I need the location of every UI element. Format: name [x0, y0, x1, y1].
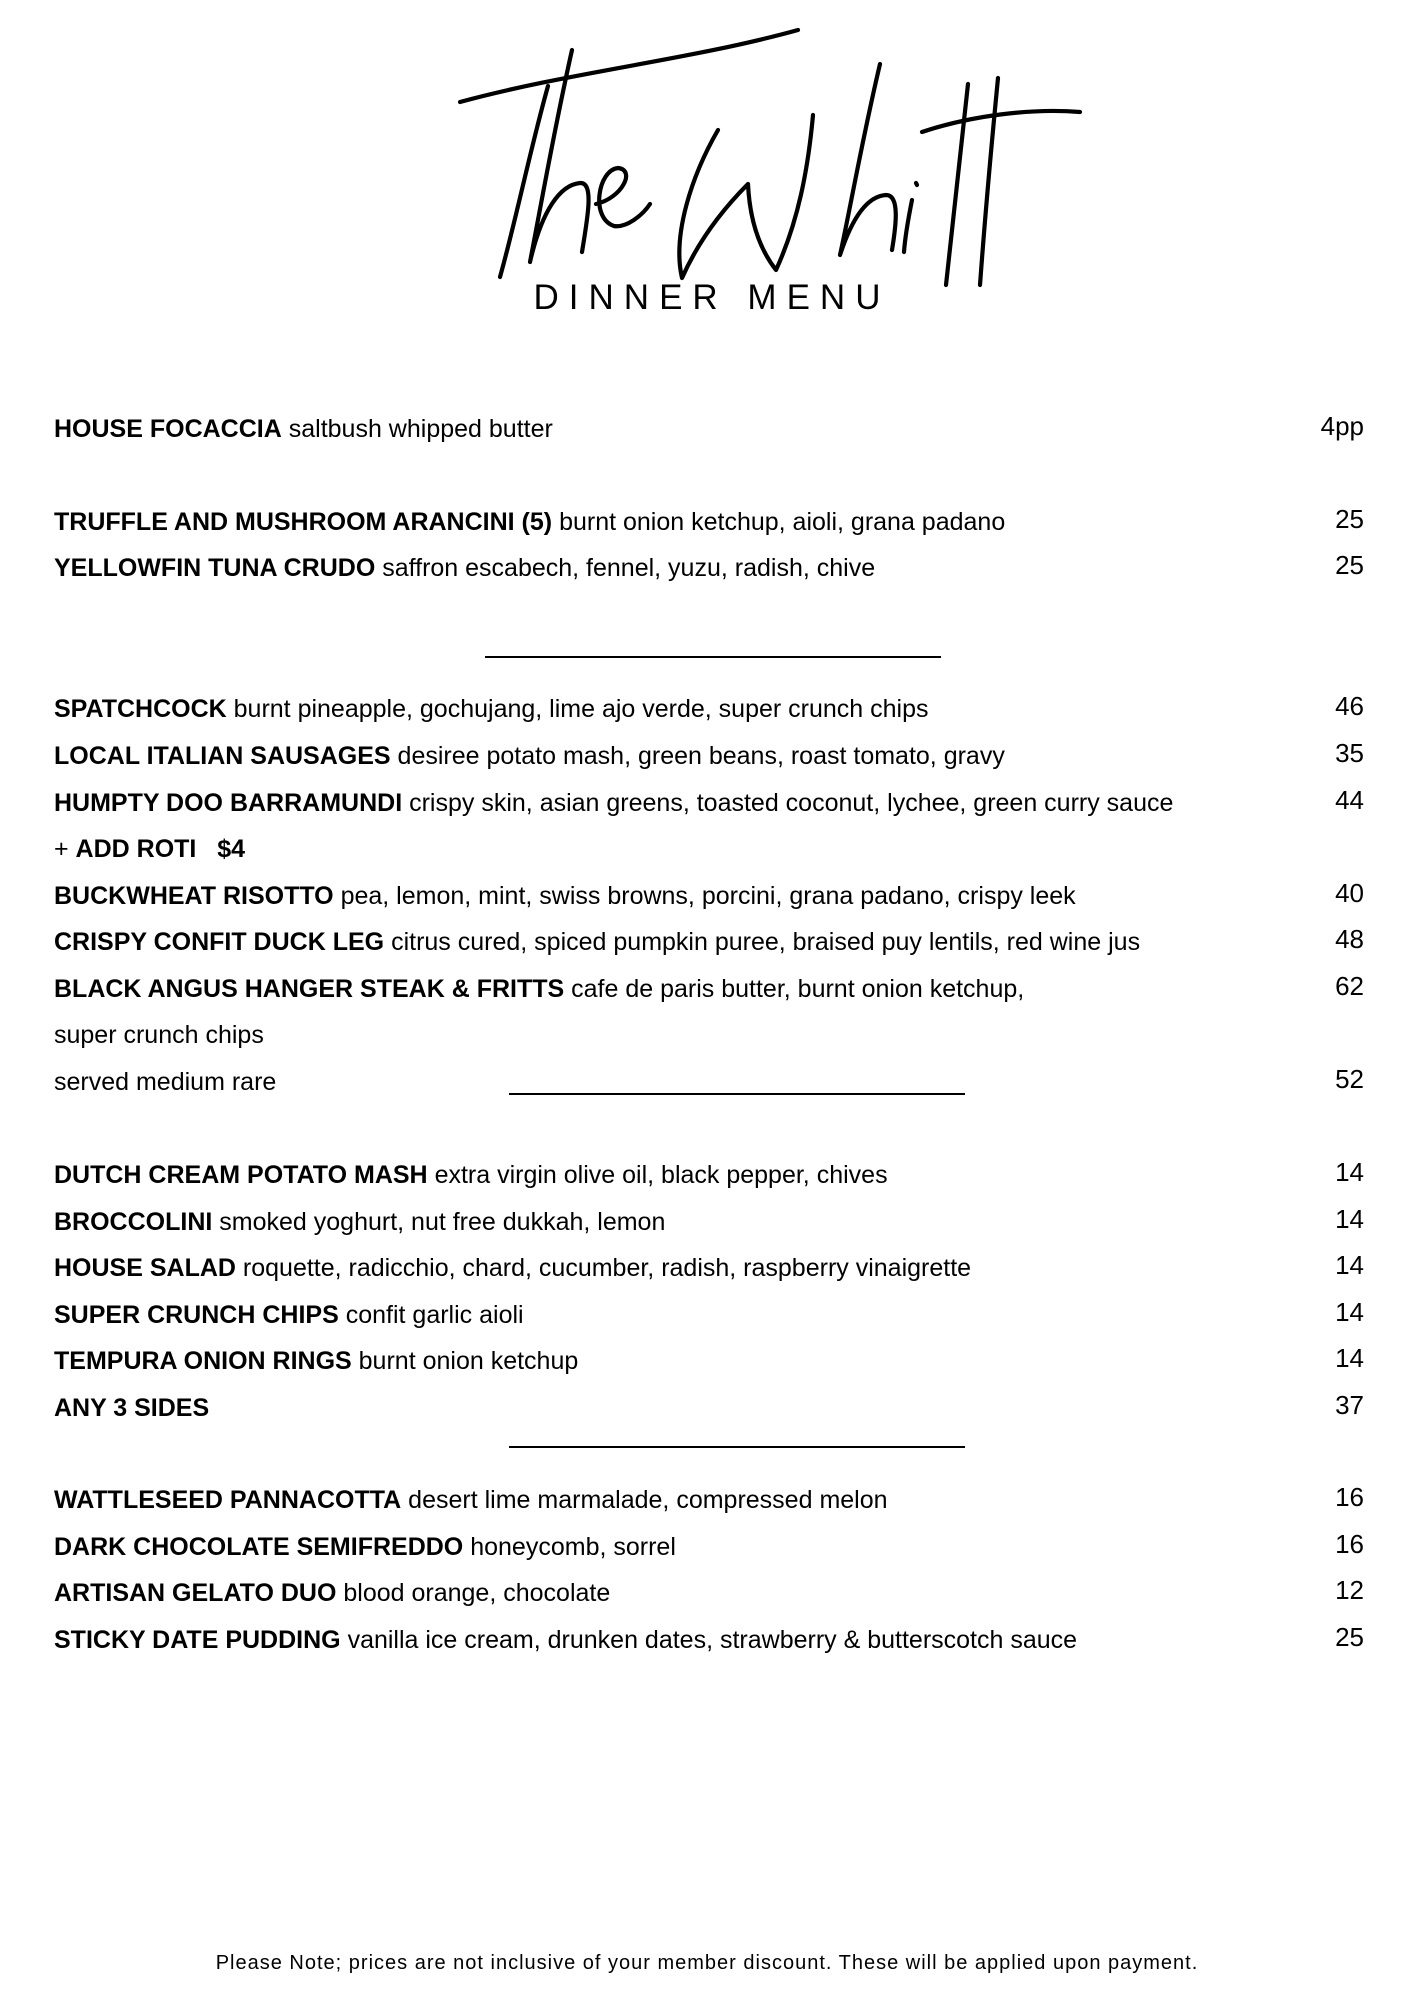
item-description: cafe de paris butter, burnt onion ketchup, — [571, 975, 1025, 1003]
item-price: 14 — [1335, 1297, 1364, 1327]
item-name: ARTISAN GELATO DUO — [54, 1579, 337, 1607]
item-description: burnt onion ketchup — [358, 1347, 579, 1375]
item-description: citrus cured, spiced pumpkin puree, braised puy lentils, red wine jus — [391, 928, 1141, 956]
addon-price: $4 — [217, 835, 246, 863]
item-name: YELLOWFIN TUNA CRUDO — [54, 554, 376, 582]
menu-item — [54, 1202, 1364, 1242]
item-price: 35 — [1335, 738, 1364, 768]
item-name: CRISPY CONFIT DUCK LEG — [54, 928, 385, 956]
menu-item — [54, 1248, 1364, 1288]
item-name: BLACK ANGUS HANGER STEAK & FRITTS — [54, 975, 565, 1003]
item-name: HOUSE FOCACCIA — [54, 415, 282, 443]
menu-item — [54, 1573, 1364, 1613]
menu-item — [54, 876, 1364, 916]
item-name: LOCAL ITALIAN SAUSAGES — [54, 742, 391, 770]
item-price: 14 — [1335, 1343, 1364, 1373]
item-name: TEMPURA ONION RINGS — [54, 1347, 352, 1375]
item-description: extra virgin olive oil, black pepper, chives — [434, 1161, 888, 1189]
menu-item — [54, 1480, 1364, 1520]
item-price: 25 — [1335, 550, 1364, 580]
item-price: 46 — [1335, 691, 1364, 721]
item-description: desiree potato mash, green beans, roast tomato, gravy — [397, 742, 1005, 770]
item-price: 37 — [1335, 1390, 1364, 1420]
item-name: TRUFFLE AND MUSHROOM ARANCINI (5) — [54, 508, 553, 536]
menu-item — [54, 689, 1364, 729]
item-price: 14 — [1335, 1250, 1364, 1280]
item-price: 25 — [1335, 1622, 1364, 1652]
menu-item — [54, 969, 1364, 1009]
item-price: 12 — [1335, 1575, 1364, 1605]
menu-item — [54, 548, 1364, 588]
item-name: SPATCHCOCK — [54, 695, 227, 723]
item-price: 14 — [1335, 1204, 1364, 1234]
addon-label: ADD ROTI — [75, 835, 197, 863]
menu-item — [54, 922, 1364, 962]
item-name: HOUSE SALAD — [54, 1254, 236, 1282]
menu-item — [54, 1620, 1364, 1660]
item-price: 16 — [1335, 1482, 1364, 1512]
menu-item — [54, 502, 1364, 542]
item-description: burnt pineapple, gochujang, lime ajo verde, super crunch chips — [233, 695, 929, 723]
menu-item — [54, 1341, 1364, 1381]
item-name: BUCKWHEAT RISOTTO — [54, 882, 334, 910]
item-description: blood orange, chocolate — [343, 1579, 611, 1607]
item-price: 48 — [1335, 924, 1364, 954]
item-name: ANY 3 SIDES — [54, 1394, 210, 1422]
item-name: DUTCH CREAM POTATO MASH — [54, 1161, 428, 1189]
item-name: SUPER CRUNCH CHIPS — [54, 1301, 339, 1329]
menu-item — [54, 736, 1364, 776]
item-description: confit garlic aioli — [345, 1301, 524, 1329]
addon-row — [54, 829, 1364, 869]
footer-note: Please Note; prices are not inclusive of your member discount. These will be applied upon payment. — [215, 1952, 1199, 1974]
menu-item — [54, 783, 1364, 823]
item-description-continuation — [54, 1015, 1364, 1055]
item-price: 40 — [1335, 878, 1364, 908]
item-name: DARK CHOCOLATE SEMIFREDDO — [54, 1533, 464, 1561]
section-divider — [509, 1446, 965, 1448]
steak-continuation: super crunch chips — [54, 1021, 264, 1049]
section-divider — [485, 656, 941, 658]
the-whitt-script-logo — [430, 20, 1090, 300]
section-divider — [509, 1093, 965, 1095]
item-price: 16 — [1335, 1529, 1364, 1559]
steak-note-row — [54, 1062, 1364, 1102]
menu-item — [54, 409, 1364, 449]
menu-item — [54, 1295, 1364, 1335]
item-name: BROCCOLINI — [54, 1208, 213, 1236]
item-description: burnt onion ketchup, aioli, grana padano — [559, 508, 1006, 536]
item-description: desert lime marmalade, compressed melon — [408, 1486, 888, 1514]
menu-item — [54, 1155, 1364, 1195]
item-price: 62 — [1335, 971, 1364, 1001]
item-name: STICKY DATE PUDDING — [54, 1626, 341, 1654]
item-description: smoked yoghurt, nut free dukkah, lemon — [219, 1208, 666, 1236]
item-price: 25 — [1335, 504, 1364, 534]
item-description: honeycomb, sorrel — [470, 1533, 676, 1561]
item-description: pea, lemon, mint, swiss browns, porcini, grana padano, crispy leek — [340, 882, 1076, 910]
menu-item — [54, 1388, 1364, 1428]
item-description: crispy skin, asian greens, toasted coconut, lychee, green curry sauce — [409, 789, 1174, 817]
item-name: WATTLESEED PANNACOTTA — [54, 1486, 402, 1514]
item-description: vanilla ice cream, drunken dates, strawberry & butterscotch sauce — [347, 1626, 1078, 1654]
item-price: 4pp — [1320, 411, 1364, 441]
item-description: saffron escabech, fennel, yuzu, radish, chive — [382, 554, 876, 582]
item-description: roquette, radicchio, chard, cucumber, radish, raspberry vinaigrette — [242, 1254, 972, 1282]
item-name: HUMPTY DOO BARRAMUNDI — [54, 789, 403, 817]
item-description: saltbush whipped butter — [288, 415, 553, 443]
menu-item — [54, 1527, 1364, 1567]
item-price: 44 — [1335, 785, 1364, 815]
item-price: 14 — [1335, 1157, 1364, 1187]
item-price: 52 — [1335, 1064, 1364, 1094]
addon-prefix: + — [54, 835, 76, 863]
menu-subtitle: DINNER MENU — [533, 278, 891, 317]
steak-note: served medium rare — [54, 1068, 277, 1096]
